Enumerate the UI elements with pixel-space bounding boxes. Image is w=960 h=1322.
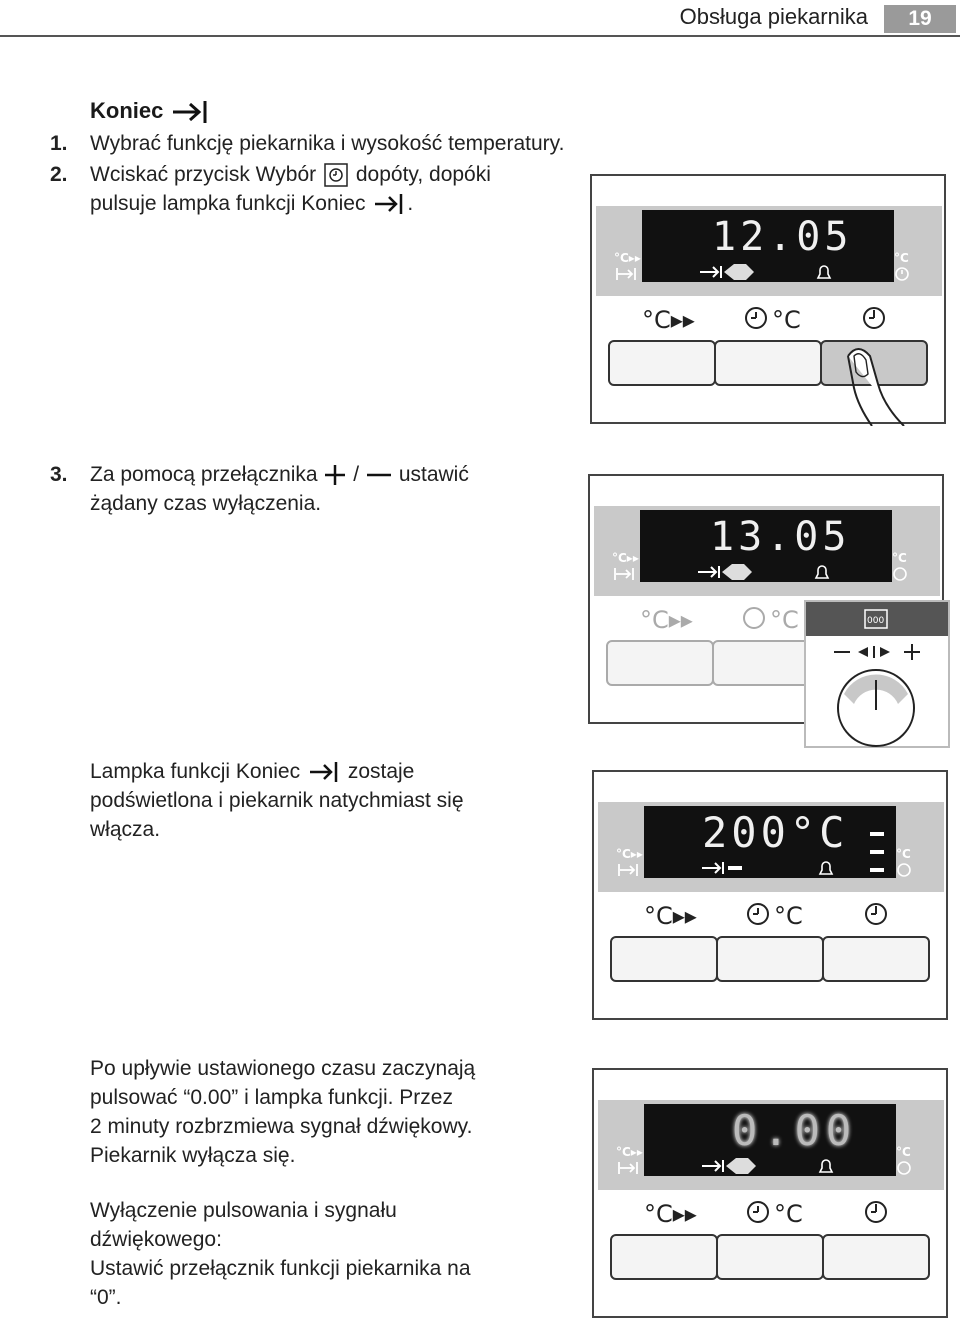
- panel-side-icons: [594, 772, 950, 882]
- panel-button-middle[interactable]: [716, 1234, 824, 1280]
- plus-icon: [323, 463, 347, 487]
- knob-inset: [804, 600, 950, 748]
- end-time-icon: [169, 99, 211, 125]
- panel-button-middle[interactable]: [716, 936, 824, 982]
- pressing-finger-icon: [832, 346, 932, 426]
- control-icon-row: [592, 300, 948, 340]
- section-heading-text: Koniec: [90, 98, 164, 123]
- oven-panel-figure-3: [592, 770, 948, 1020]
- svg-text:°C▸▸: °C▸▸: [616, 1145, 643, 1159]
- step-number: 2.: [50, 163, 68, 186]
- end-time-icon: [306, 760, 342, 784]
- para-line: pulsować “0.00” i lampka funkcji. Przez: [90, 1086, 453, 1109]
- svg-text:°C▸▸: °C▸▸: [644, 902, 697, 930]
- page-header-title: Obsługa piekarnika: [679, 4, 868, 29]
- panel-button-left[interactable]: [610, 936, 718, 982]
- minus-icon: [365, 463, 393, 487]
- svg-text:°C: °C: [772, 306, 801, 334]
- para-line: “0”.: [90, 1286, 122, 1309]
- step-text: Za pomocą przełącznika: [90, 463, 318, 486]
- panel-button-left[interactable]: [608, 340, 716, 386]
- paragraph-switch-off: [90, 1196, 570, 1312]
- control-icon-row: [594, 1194, 950, 1234]
- panel-side-icons: [592, 176, 948, 286]
- para-text: zostaje: [347, 760, 415, 783]
- svg-text:°C▸▸: °C▸▸: [640, 606, 693, 634]
- svg-text:°C▸▸: °C▸▸: [614, 251, 641, 265]
- panel-button-middle[interactable]: [714, 340, 822, 386]
- display-digits: 0.00: [732, 1106, 858, 1155]
- panel-side-icons: [594, 1070, 950, 1180]
- page-number: 19: [884, 5, 956, 33]
- para-text: podświetlona i piekarnik natychmiast się: [90, 789, 464, 812]
- para-line: Piekarnik wyłącza się.: [90, 1144, 296, 1167]
- step-text: żądany czas wyłączenia.: [90, 492, 322, 515]
- end-time-icon: [371, 192, 407, 216]
- step-text: pulsuje lampka funkcji Koniec: [90, 192, 366, 215]
- svg-text:°C▸▸: °C▸▸: [612, 551, 639, 565]
- panel-button-left[interactable]: [610, 1234, 718, 1280]
- step-text: dopóty, dopóki: [355, 163, 491, 186]
- control-icon-row: [590, 600, 820, 640]
- para-line: dźwiękowego:: [90, 1228, 222, 1251]
- step-text: Wciskać przycisk Wybór: [90, 163, 317, 186]
- svg-text:°C: °C: [774, 902, 803, 930]
- para-text: włącza.: [90, 818, 161, 841]
- para-line: Po upływie ustawionego czasu zaczynają: [90, 1057, 476, 1080]
- separator: /: [353, 463, 360, 486]
- para-line: Wyłączenie pulsowania i sygnału: [90, 1199, 397, 1222]
- step-text: ustawić: [398, 463, 469, 486]
- knob-control[interactable]: [806, 638, 948, 748]
- step-text: Wybrać funkcję piekarnika i wysokość temperatury.: [90, 132, 565, 155]
- control-icon-row: [594, 896, 950, 936]
- display-digits: 13.05: [710, 514, 851, 560]
- paragraph-time-elapsed: [90, 1054, 570, 1170]
- display-digits: 12.05: [712, 214, 853, 260]
- para-text: Lampka funkcji Koniec: [90, 760, 301, 783]
- para-line: 2 minuty rozbrzmiewa sygnał dźwiękowy.: [90, 1115, 473, 1138]
- panel-button-right[interactable]: [822, 1234, 930, 1280]
- panel-button-left[interactable]: [606, 640, 714, 686]
- svg-text:°C: °C: [774, 1200, 803, 1228]
- clock-select-icon: [322, 162, 350, 188]
- oven-panel-figure-2: [588, 474, 944, 724]
- svg-text:000: 000: [867, 616, 885, 626]
- svg-text:°C: °C: [892, 551, 907, 565]
- svg-text:°C: °C: [894, 251, 909, 265]
- step-number: 3.: [50, 463, 68, 486]
- para-line: Ustawić przełącznik funkcji piekarnika na: [90, 1257, 471, 1280]
- section-heading: [90, 98, 211, 125]
- header-rule: [0, 35, 960, 37]
- step-number: 1.: [50, 132, 68, 155]
- svg-text:°C▸▸: °C▸▸: [644, 1200, 697, 1228]
- panel-button-right[interactable]: [822, 936, 930, 982]
- paragraph-lamp-on: [90, 757, 570, 844]
- svg-text:°C: °C: [896, 847, 911, 861]
- oven-panel-figure-1: [590, 174, 946, 424]
- svg-text:°C: °C: [896, 1145, 911, 1159]
- timer-icon: [864, 609, 888, 629]
- svg-text:°C▸▸: °C▸▸: [616, 847, 643, 861]
- panel-side-icons: [590, 476, 946, 586]
- display-digits: 200°C: [702, 808, 849, 857]
- step-text: .: [407, 192, 414, 215]
- svg-text:°C▸▸: °C▸▸: [642, 306, 695, 334]
- svg-text:°C: °C: [770, 606, 799, 634]
- oven-panel-figure-4: [592, 1068, 948, 1318]
